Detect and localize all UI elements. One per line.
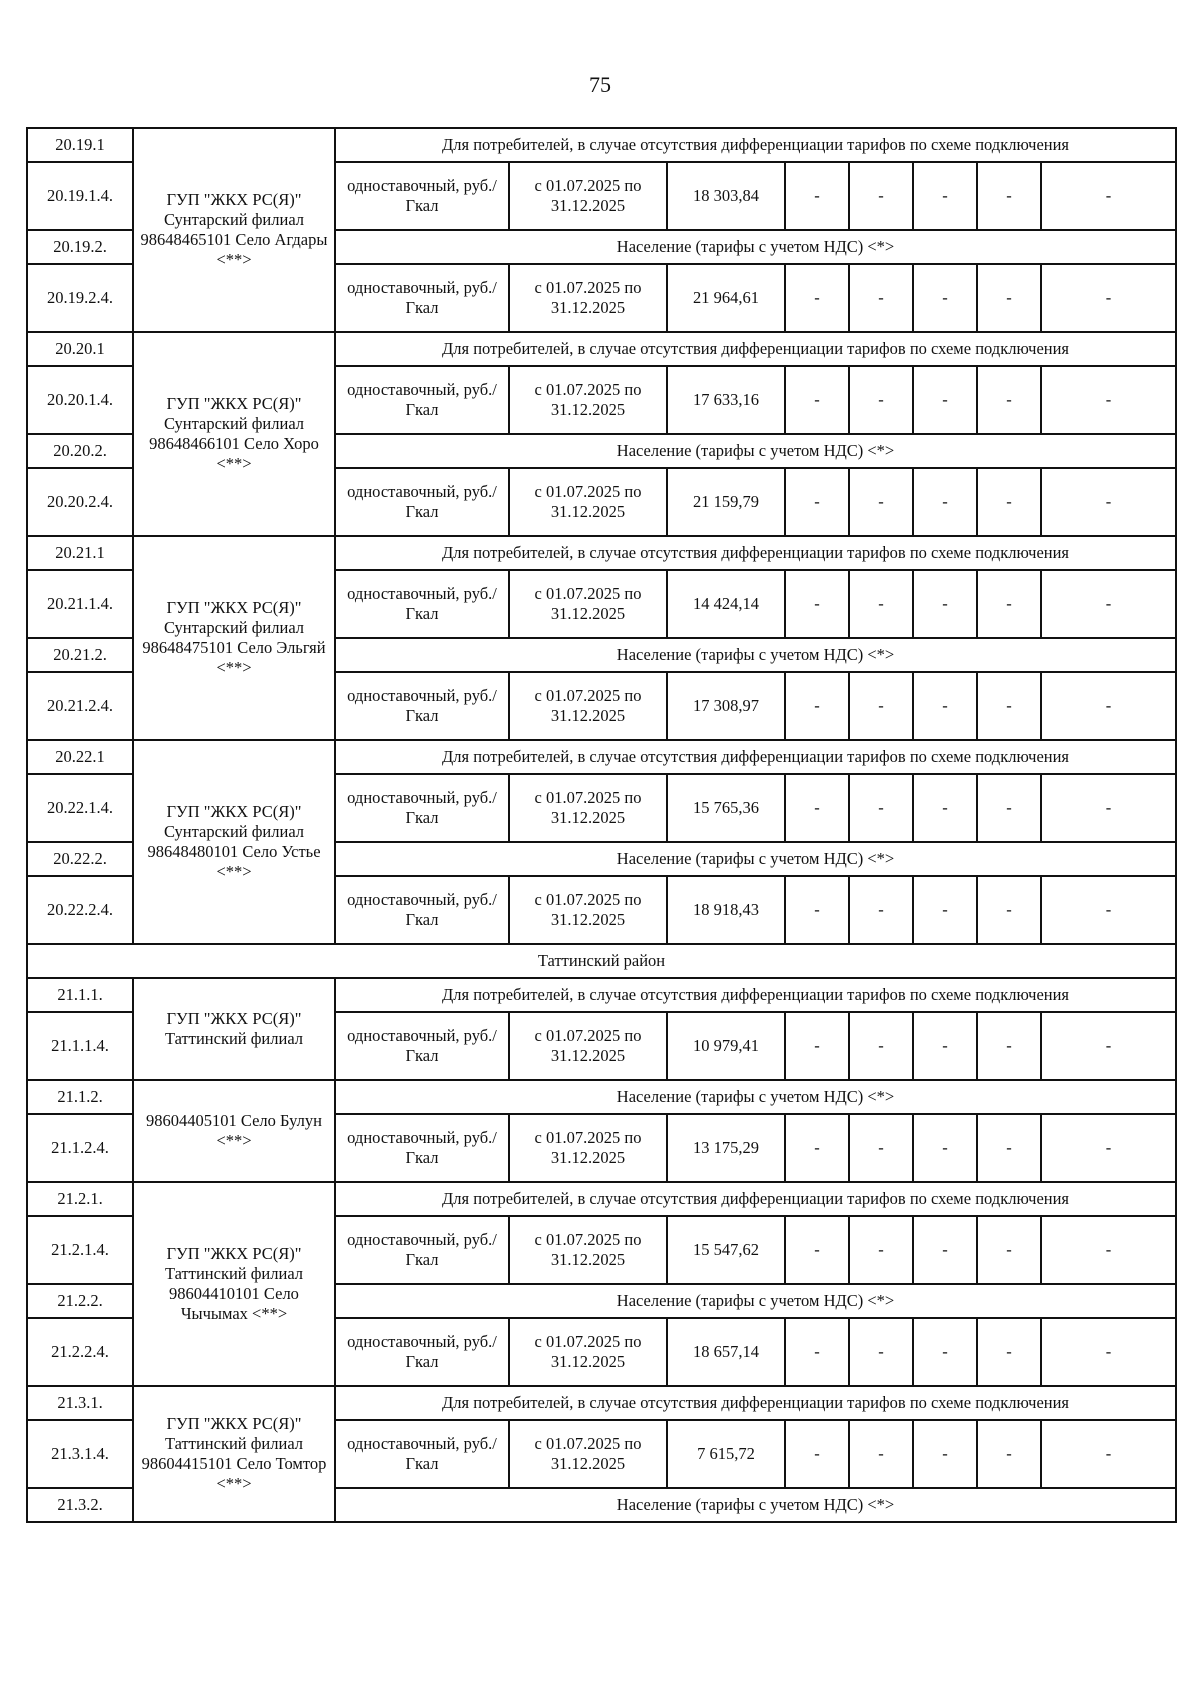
row-code: 21.1.2.4. bbox=[27, 1114, 133, 1182]
empty-dash-cell: - bbox=[785, 774, 849, 842]
population-vat-label: Население (тарифы с учетом НДС) <*> bbox=[335, 1080, 1176, 1114]
empty-dash-cell: - bbox=[1041, 1216, 1176, 1284]
row-code: 21.3.2. bbox=[27, 1488, 133, 1522]
rate-type: одноставочный, руб./Гкал bbox=[335, 1012, 509, 1080]
empty-dash-cell: - bbox=[785, 366, 849, 434]
population-vat-label: Население (тарифы с учетом НДС) <*> bbox=[335, 638, 1176, 672]
row-code: 20.19.1 bbox=[27, 128, 133, 162]
empty-dash-cell: - bbox=[977, 1114, 1041, 1182]
tariff-value: 17 633,16 bbox=[667, 366, 785, 434]
empty-dash-cell: - bbox=[785, 570, 849, 638]
rate-type: одноставочный, руб./Гкал bbox=[335, 570, 509, 638]
empty-dash-cell: - bbox=[785, 876, 849, 944]
empty-dash-cell: - bbox=[913, 468, 977, 536]
row-code: 20.19.1.4. bbox=[27, 162, 133, 230]
row-code: 20.19.2.4. bbox=[27, 264, 133, 332]
empty-dash-cell: - bbox=[977, 774, 1041, 842]
empty-dash-cell: - bbox=[913, 1420, 977, 1488]
tariff-value: 13 175,29 bbox=[667, 1114, 785, 1182]
row-code: 21.1.1.4. bbox=[27, 1012, 133, 1080]
empty-dash-cell: - bbox=[977, 468, 1041, 536]
empty-dash-cell: - bbox=[913, 264, 977, 332]
row-code: 20.22.1.4. bbox=[27, 774, 133, 842]
row-code: 20.20.2. bbox=[27, 434, 133, 468]
consumers-no-diff-label: Для потребителей, в случае отсутствия дифференциации тарифов по схеме подключения bbox=[335, 128, 1176, 162]
empty-dash-cell: - bbox=[1041, 570, 1176, 638]
empty-dash-cell: - bbox=[849, 570, 913, 638]
tariff-period: с 01.07.2025 по 31.12.2025 bbox=[509, 264, 667, 332]
row-code: 21.3.1.4. bbox=[27, 1420, 133, 1488]
organization-cell: ГУП "ЖКХ РС(Я)" Сунтарский филиал 98648480101 Село Устье <**> bbox=[133, 740, 335, 944]
empty-dash-cell: - bbox=[1041, 1012, 1176, 1080]
empty-dash-cell: - bbox=[977, 1216, 1041, 1284]
empty-dash-cell: - bbox=[849, 162, 913, 230]
population-vat-label: Население (тарифы с учетом НДС) <*> bbox=[335, 1284, 1176, 1318]
rate-type: одноставочный, руб./Гкал bbox=[335, 366, 509, 434]
population-vat-label: Население (тарифы с учетом НДС) <*> bbox=[335, 230, 1176, 264]
row-code: 21.2.2.4. bbox=[27, 1318, 133, 1386]
row-code: 20.21.1.4. bbox=[27, 570, 133, 638]
tariff-value: 21 964,61 bbox=[667, 264, 785, 332]
tariff-value: 21 159,79 bbox=[667, 468, 785, 536]
consumers-no-diff-label: Для потребителей, в случае отсутствия дифференциации тарифов по схеме подключения bbox=[335, 978, 1176, 1012]
tariff-period: с 01.07.2025 по 31.12.2025 bbox=[509, 774, 667, 842]
row-code: 20.21.1 bbox=[27, 536, 133, 570]
empty-dash-cell: - bbox=[913, 774, 977, 842]
district-row bbox=[27, 944, 1176, 978]
tariff-period: с 01.07.2025 по 31.12.2025 bbox=[509, 162, 667, 230]
empty-dash-cell: - bbox=[977, 366, 1041, 434]
row-code: 20.20.1.4. bbox=[27, 366, 133, 434]
tariff-period: с 01.07.2025 по 31.12.2025 bbox=[509, 366, 667, 434]
empty-dash-cell: - bbox=[785, 1114, 849, 1182]
empty-dash-cell: - bbox=[849, 672, 913, 740]
tariff-period: с 01.07.2025 по 31.12.2025 bbox=[509, 1114, 667, 1182]
row-code: 21.1.2. bbox=[27, 1080, 133, 1114]
row-code: 20.20.1 bbox=[27, 332, 133, 366]
empty-dash-cell: - bbox=[785, 1012, 849, 1080]
empty-dash-cell: - bbox=[849, 264, 913, 332]
tariff-value: 10 979,41 bbox=[667, 1012, 785, 1080]
row-code: 21.2.1. bbox=[27, 1182, 133, 1216]
empty-dash-cell: - bbox=[849, 876, 913, 944]
tariff-period: с 01.07.2025 по 31.12.2025 bbox=[509, 1012, 667, 1080]
empty-dash-cell: - bbox=[849, 1012, 913, 1080]
population-vat-label: Население (тарифы с учетом НДС) <*> bbox=[335, 1488, 1176, 1522]
empty-dash-cell: - bbox=[1041, 162, 1176, 230]
empty-dash-cell: - bbox=[977, 162, 1041, 230]
row-code: 21.1.1. bbox=[27, 978, 133, 1012]
row-code: 21.3.1. bbox=[27, 1386, 133, 1420]
tariff-value: 17 308,97 bbox=[667, 672, 785, 740]
empty-dash-cell: - bbox=[1041, 366, 1176, 434]
organization-cell: ГУП "ЖКХ РС(Я)" Сунтарский филиал 98648475101 Село Эльгяй <**> bbox=[133, 536, 335, 740]
tariff-period: с 01.07.2025 по 31.12.2025 bbox=[509, 876, 667, 944]
district-title: Таттинский район bbox=[27, 944, 1176, 978]
row-code: 20.21.2.4. bbox=[27, 672, 133, 740]
rate-type: одноставочный, руб./Гкал bbox=[335, 1318, 509, 1386]
empty-dash-cell: - bbox=[977, 570, 1041, 638]
empty-dash-cell: - bbox=[913, 876, 977, 944]
empty-dash-cell: - bbox=[785, 672, 849, 740]
empty-dash-cell: - bbox=[849, 1420, 913, 1488]
organization-cell: ГУП "ЖКХ РС(Я)" Сунтарский филиал 98648466101 Село Хоро <**> bbox=[133, 332, 335, 536]
row-code: 20.20.2.4. bbox=[27, 468, 133, 536]
empty-dash-cell: - bbox=[849, 1216, 913, 1284]
rate-type: одноставочный, руб./Гкал bbox=[335, 672, 509, 740]
rate-type: одноставочный, руб./Гкал bbox=[335, 1216, 509, 1284]
row-code: 20.22.1 bbox=[27, 740, 133, 774]
tariff-value: 18 918,43 bbox=[667, 876, 785, 944]
empty-dash-cell: - bbox=[785, 264, 849, 332]
organization-cell: ГУП "ЖКХ РС(Я)" Таттинский филиал 98604410101 Село Чычымах <**> bbox=[133, 1182, 335, 1386]
row-code: 20.22.2. bbox=[27, 842, 133, 876]
row-code: 20.19.2. bbox=[27, 230, 133, 264]
tariff-value: 14 424,14 bbox=[667, 570, 785, 638]
population-vat-label: Население (тарифы с учетом НДС) <*> bbox=[335, 842, 1176, 876]
empty-dash-cell: - bbox=[785, 468, 849, 536]
empty-dash-cell: - bbox=[977, 876, 1041, 944]
empty-dash-cell: - bbox=[785, 1420, 849, 1488]
empty-dash-cell: - bbox=[785, 1216, 849, 1284]
rate-type: одноставочный, руб./Гкал bbox=[335, 876, 509, 944]
consumers-no-diff-label: Для потребителей, в случае отсутствия дифференциации тарифов по схеме подключения bbox=[335, 1182, 1176, 1216]
empty-dash-cell: - bbox=[785, 162, 849, 230]
header-row bbox=[27, 740, 1176, 774]
empty-dash-cell: - bbox=[913, 1114, 977, 1182]
header-row bbox=[27, 978, 1176, 1012]
empty-dash-cell: - bbox=[1041, 774, 1176, 842]
consumers-no-diff-label: Для потребителей, в случае отсутствия дифференциации тарифов по схеме подключения bbox=[335, 1386, 1176, 1420]
tariff-period: с 01.07.2025 по 31.12.2025 bbox=[509, 1216, 667, 1284]
tariff-period: с 01.07.2025 по 31.12.2025 bbox=[509, 570, 667, 638]
empty-dash-cell: - bbox=[913, 672, 977, 740]
tariff-value: 7 615,72 bbox=[667, 1420, 785, 1488]
empty-dash-cell: - bbox=[1041, 1114, 1176, 1182]
empty-dash-cell: - bbox=[1041, 264, 1176, 332]
rate-type: одноставочный, руб./Гкал bbox=[335, 468, 509, 536]
empty-dash-cell: - bbox=[849, 468, 913, 536]
row-code: 21.2.2. bbox=[27, 1284, 133, 1318]
header-row bbox=[27, 1386, 1176, 1420]
tariff-table bbox=[26, 127, 1177, 1523]
organization-cell: ГУП "ЖКХ РС(Я)" Таттинский филиал 98604415101 Село Томтор <**> bbox=[133, 1386, 335, 1522]
consumers-no-diff-label: Для потребителей, в случае отсутствия дифференциации тарифов по схеме подключения bbox=[335, 740, 1176, 774]
empty-dash-cell: - bbox=[1041, 672, 1176, 740]
rate-type: одноставочный, руб./Гкал bbox=[335, 1114, 509, 1182]
header-row bbox=[27, 536, 1176, 570]
empty-dash-cell: - bbox=[913, 162, 977, 230]
tariff-period: с 01.07.2025 по 31.12.2025 bbox=[509, 1318, 667, 1386]
empty-dash-cell: - bbox=[913, 366, 977, 434]
header-row bbox=[27, 1182, 1176, 1216]
page-number: 75 bbox=[589, 72, 611, 97]
empty-dash-cell: - bbox=[977, 1318, 1041, 1386]
empty-dash-cell: - bbox=[1041, 1420, 1176, 1488]
tariff-value: 15 547,62 bbox=[667, 1216, 785, 1284]
empty-dash-cell: - bbox=[913, 1318, 977, 1386]
empty-dash-cell: - bbox=[1041, 1318, 1176, 1386]
empty-dash-cell: - bbox=[977, 264, 1041, 332]
rate-type: одноставочный, руб./Гкал bbox=[335, 1420, 509, 1488]
tariff-period: с 01.07.2025 по 31.12.2025 bbox=[509, 1420, 667, 1488]
empty-dash-cell: - bbox=[977, 672, 1041, 740]
tariff-period: с 01.07.2025 по 31.12.2025 bbox=[509, 672, 667, 740]
empty-dash-cell: - bbox=[849, 1318, 913, 1386]
population-vat-label: Население (тарифы с учетом НДС) <*> bbox=[335, 434, 1176, 468]
header-row bbox=[27, 128, 1176, 162]
empty-dash-cell: - bbox=[849, 366, 913, 434]
empty-dash-cell: - bbox=[977, 1420, 1041, 1488]
pop-row bbox=[27, 1080, 1176, 1114]
empty-dash-cell: - bbox=[849, 1114, 913, 1182]
empty-dash-cell: - bbox=[849, 774, 913, 842]
empty-dash-cell: - bbox=[785, 1318, 849, 1386]
consumers-no-diff-label: Для потребителей, в случае отсутствия дифференциации тарифов по схеме подключения bbox=[335, 332, 1176, 366]
tariff-value: 18 657,14 bbox=[667, 1318, 785, 1386]
organization-cell: 98604405101 Село Булун <**> bbox=[133, 1080, 335, 1182]
empty-dash-cell: - bbox=[977, 1012, 1041, 1080]
empty-dash-cell: - bbox=[913, 1012, 977, 1080]
rate-type: одноставочный, руб./Гкал bbox=[335, 162, 509, 230]
tariff-value: 18 303,84 bbox=[667, 162, 785, 230]
empty-dash-cell: - bbox=[1041, 876, 1176, 944]
empty-dash-cell: - bbox=[1041, 468, 1176, 536]
tariff-period: с 01.07.2025 по 31.12.2025 bbox=[509, 468, 667, 536]
rate-type: одноставочный, руб./Гкал bbox=[335, 264, 509, 332]
row-code: 21.2.1.4. bbox=[27, 1216, 133, 1284]
organization-cell: ГУП "ЖКХ РС(Я)" Таттинский филиал bbox=[133, 978, 335, 1080]
header-row bbox=[27, 332, 1176, 366]
empty-dash-cell: - bbox=[913, 1216, 977, 1284]
tariff-value: 15 765,36 bbox=[667, 774, 785, 842]
organization-cell: ГУП "ЖКХ РС(Я)" Сунтарский филиал 98648465101 Село Агдары <**> bbox=[133, 128, 335, 332]
row-code: 20.21.2. bbox=[27, 638, 133, 672]
empty-dash-cell: - bbox=[913, 570, 977, 638]
rate-type: одноставочный, руб./Гкал bbox=[335, 774, 509, 842]
row-code: 20.22.2.4. bbox=[27, 876, 133, 944]
consumers-no-diff-label: Для потребителей, в случае отсутствия дифференциации тарифов по схеме подключения bbox=[335, 536, 1176, 570]
